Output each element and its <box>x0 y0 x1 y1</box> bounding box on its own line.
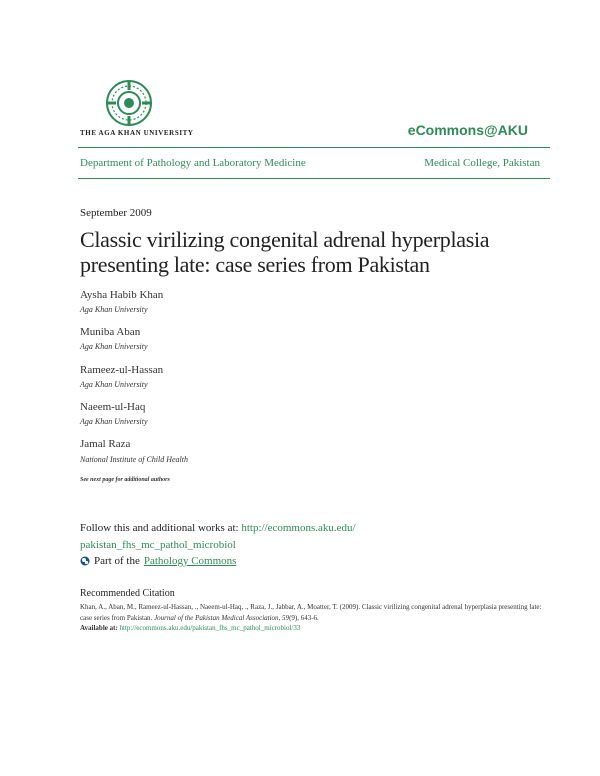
part-of-line <box>80 555 236 567</box>
university-name: THE AGA KHAN UNIVERSITY <box>80 129 194 137</box>
author-affiliation: National Institute of Child Health <box>80 455 188 464</box>
commons-icon <box>80 556 90 566</box>
pathology-commons-link[interactable]: Pathology Commons <box>143 555 237 567</box>
author-affiliation: Aga Khan University <box>80 305 148 314</box>
follow-url-link-continued[interactable]: pakistan_fhs_mc_pathol_microbiol <box>80 539 236 551</box>
citation-journal: Journal of the Pakistan Medical Association, 59 <box>154 613 290 622</box>
publication-date: September 2009 <box>80 207 152 219</box>
available-url-link[interactable]: http://ecommons.aku.edu/pakistan_fhs_mc_pathol_microbiol/33 <box>119 624 301 632</box>
ecommons-brand-link[interactable]: eCommons@AKU <box>407 122 528 138</box>
citation-heading: Recommended Citation <box>80 588 175 599</box>
author-affiliation: Aga Khan University <box>80 380 148 389</box>
citation-issue: (9), 643-6. <box>289 613 319 622</box>
citation-main: Khan, A., Aban, M., Rameez-ul-Hassan, ., Naeem-ul-Haq, ., Raza, J., Jabbar, A., Moatter, T. (2009). Classic virilizing congenital adrenal hyperplasia presenting late: case series from Pakistan. <box>80 603 542 622</box>
aku-logo-icon <box>106 80 152 126</box>
college-link[interactable]: Medical College, Pakistan <box>424 157 540 169</box>
citation-text <box>80 602 550 634</box>
follow-line <box>80 522 356 534</box>
author-affiliation: Aga Khan University <box>80 417 148 426</box>
author-name: Aysha Habib Khan <box>80 289 164 301</box>
part-of-prefix: Part of the <box>94 555 140 567</box>
header-divider-top <box>78 147 550 148</box>
header-divider-bottom <box>78 178 550 179</box>
follow-prefix: Follow this and additional works at: <box>80 522 242 534</box>
author-name: Naeem-ul-Haq <box>80 401 146 413</box>
author-name: Muniba Aban <box>80 326 141 338</box>
department-link[interactable]: Department of Pathology and Laboratory Medicine <box>80 157 306 169</box>
follow-url-link[interactable]: http://ecommons.aku.edu/ <box>241 522 356 534</box>
author-affiliation: Aga Khan University <box>80 342 148 351</box>
author-name: Jamal Raza <box>80 438 131 450</box>
see-next-note: See next page for additional authors <box>80 477 170 483</box>
author-name: Rameez-ul-Hassan <box>80 364 164 376</box>
article-title: Classic virilizing congenital adrenal hyperplasia presenting late: case series from Pakistan <box>80 227 490 277</box>
available-label: Available at: <box>80 624 120 632</box>
